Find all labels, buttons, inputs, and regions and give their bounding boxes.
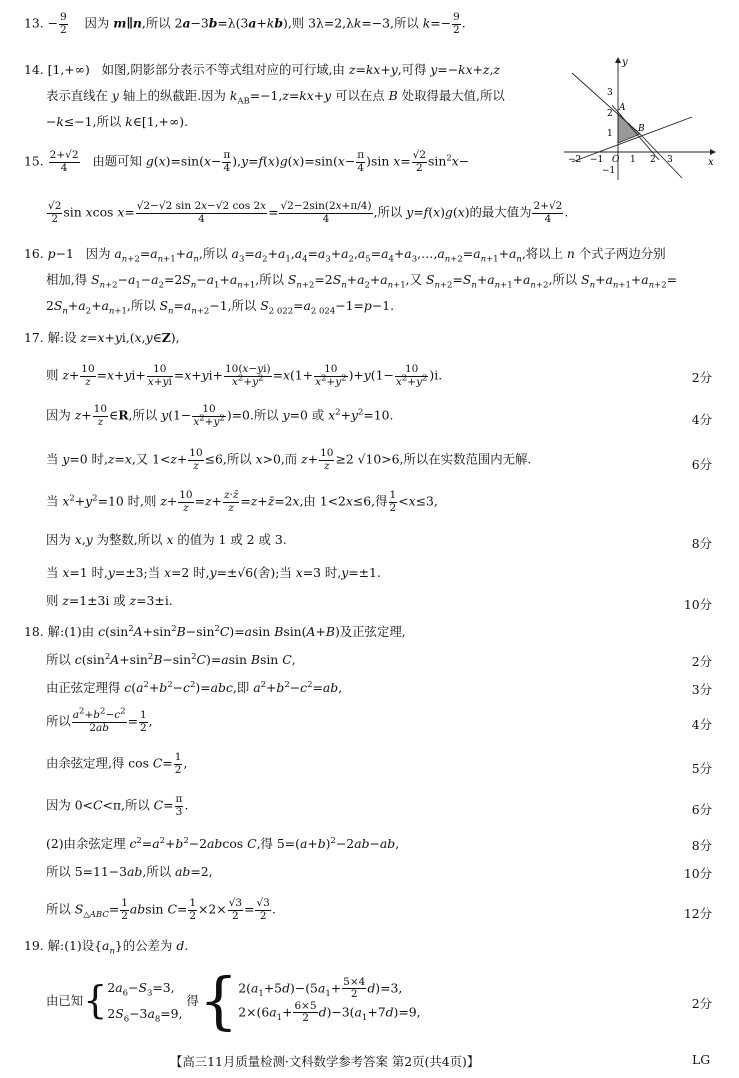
score: 10分 (683, 866, 712, 881)
label-origin: O (612, 155, 620, 165)
score: 10分 (683, 597, 712, 612)
tick-x3: 3 (667, 155, 673, 165)
problem-18-header: 18. 解:(1)由 $c(\sin^2A+\sin^2B-\sin^2C)=asin$ Bsin(A+B)及正弦定理, (24, 623, 406, 639)
score: 2分 (691, 996, 712, 1011)
problem-17-line-e: 因为 x,y 为整数,所以 x 的值为 1 或 2 或 3. (46, 532, 287, 547)
problem-16-line1: 16. p−1 因为 $a_{n+2}=a_{n+1}+a_n$,所以 $a_3=a_2+a_1,a_4=a_3+a_2,a_5=a_4+a_3,\dots,a_{n+2}=a_{n+1}+a_n$,将以上 n 个式子两边分别 (24, 246, 666, 265)
problem-19-system: 由已知{$2a_6-S_3=3$, $2S_6-3a_8=9$, 得{$2(a_1+5d)-(5a_1+$ $\frac{5\times 4}{2}$ d)=3, $2\times(6a_1+$ $\frac{6\times 5}{2}$ $d)-3(a_1+7d)=9$, (46, 964, 421, 1037)
tick-y1: 1 (607, 129, 613, 139)
problem-18-line-a: 所以 $c(\sin^2A+\sin^2B-\sin^2C)=asin$ Bsin C, (46, 651, 296, 667)
tick-y2: 2 (607, 109, 613, 119)
problem-17-line-b: 因为 z+ $\frac{10}{z}$ ∈R,所以 y(1− $\frac{10}{x^2+y^2}$ )=0.所以 y=0 或 $x^2+y^2=10$. (46, 403, 394, 428)
score: 5分 (691, 761, 712, 776)
x-arrow (710, 149, 716, 155)
problem-18-line-b: 由正弦定理得 $c(a^2+b^2-c^2)=abc$,即 $a^2+b^2-c^2=ab$, (46, 679, 343, 695)
problem-18-line-f: (2)由余弦定理 $c^2=a^2+b^2-2abcos$ C,得 $5=(a+b)^2-2ab-ab$, (46, 835, 400, 851)
score: 2分 (691, 370, 712, 385)
problem-17-line-d: 当 $x^2+y^2=10$ 时,则 z+ $\frac{10}{z}$ =z+ $\frac{z\cdot z̄}{z}$ =z+z̄=2x,由 1<2x≤6,得 $\frac{1}{2}$ <x≤3, (46, 489, 438, 514)
line-neg (640, 134, 682, 178)
problem-14-line1: 14. [1,+∞) 如图,阴影部分表示不等式组对应的可行域,由 z=kx+y,可得 y=−kx+z,z (24, 62, 501, 77)
score: 12分 (683, 906, 712, 921)
tick-xm1: −1 (590, 155, 604, 165)
tick-y3: 3 (607, 88, 613, 98)
tick-ym1: −1 (602, 166, 616, 176)
y-arrow (615, 57, 621, 63)
problem-17-header: 17. 解:设 z=x+yi,(x,y∈Z), (24, 330, 180, 345)
footer-title: 【高三11月质量检测·文科数学参考答案 第2页(共4页)】 (170, 1054, 480, 1069)
score: 8分 (691, 838, 712, 853)
problem-17-line-f: 当 x=1 时,y=±3;当 x=2 时,y=±√6(舍);当 x=3 时,y=±1. (46, 565, 381, 580)
score: 4分 (691, 412, 712, 427)
label-x: x (708, 157, 714, 168)
tick-x1: 1 (630, 155, 636, 165)
problem-18-line-c: 所以 $\frac{a^2+b^2-c^2}{2ab}$ = $\frac{1}{2}$ , (46, 706, 153, 734)
problem-15-line1: 15. $\frac{2+√2}{4}$ 由题可知 g(x)=sin(x− $\frac{\pi}{4}$ ),y=f(x)g(x)=sin(x− $\frac{\pi}{4}$ )sin x= $\frac{√2}{2}$ $\sin^2x-$ (24, 149, 470, 174)
score: 6分 (691, 457, 712, 472)
line-steep (572, 73, 640, 134)
tick-xm2: −2 (568, 155, 582, 165)
problem-13: 13. − $\frac{9}{2}$ 因为 m∥n,所以 2a−3b=λ(3a+kb),则 3λ=2,λk=−3,所以 k=− $\frac{9}{2}$ . (24, 11, 466, 36)
problem-14-line3: −k≤−1,所以 k∈[1,+∞). (46, 114, 189, 129)
score: 2分 (691, 654, 712, 669)
problem-14-line2: 表示直线在 y 轴上的纵截距.因为 $k_{AB}=-1,z=kx+y$ 可以在点 B 处取得最大值,所以 (46, 88, 505, 107)
footer-code: LG (692, 1052, 711, 1067)
problem-16-line3: $2S_n+a_2+a_{n+1}$,所以 $S_n=a_{n+2}-1$,所以 $S_{2 022}=a_{2 024}-1=p-1$. (46, 298, 395, 317)
label-b: B (638, 124, 645, 134)
problem-18-line-e: 因为 0<C<π,所以 C= $\frac{\pi}{3}$ . (46, 793, 189, 818)
problem-19-header: 19. 解:(1)设$\{a_n\}$的公差为 d. (24, 938, 189, 957)
problem-17-line-a: 则 z+ $\frac{10}{z}$ =x+yi+ $\frac{10}{x+yi}$ =x+yi+ $\frac{10(x-yi)}{x^2+y^2}$ =x(1+ $\frac{10}{x^2+y^2}$ )+y(1− $\frac{10}{x^2+y^2}$ )i. (46, 363, 443, 388)
problem-15-line2: $\frac{√2}{2}$ sin xcos x= $\frac{√2-√2 \sin 2x-√2 \cos 2x}{4}$ = $\frac{√2-2\sin(2x+\pi/4)}{4}$ ,所以 y=f(x)g(x)的最大值为 $\frac{2+√2}{4}$ . (48, 200, 569, 225)
problem-18-line-d: 由余弦定理,得 cos C= $\frac{1}{2}$ , (46, 751, 188, 776)
label-a: A (619, 103, 626, 113)
score: 8分 (691, 536, 712, 551)
score: 6分 (691, 802, 712, 817)
problem-17-line-g: 则 z=1±3i 或 z=3±i. (46, 593, 173, 608)
tick-x2: 2 (650, 155, 656, 165)
score: 4分 (691, 717, 712, 732)
problem-18-line-h: 所以 $S_{\triangle ABC}=$ $\frac{1}{2}$ absin C= $\frac{1}{2}$ ×2× $\frac{√3}{2}$ = $\frac{√3}{2}$ . (46, 897, 276, 922)
score: 3分 (691, 682, 712, 697)
label-y: y (622, 57, 628, 68)
problem-16-line2: 相加,得 $S_{n+2}-a_1-a_2=2S_n-a_1+a_{n+1}$,所以 $S_{n+2}=2S_n+a_2+a_{n+1}$,又 $S_{n+2}=S_n+a_{n+1}+a_{n+2}$,所以 $S_n+a_{n+1}+a_{n+2}=$ (46, 272, 678, 291)
problem-18-line-g: 所以 5=11−3ab,所以 ab=2, (46, 864, 213, 879)
feasible-region-graph (562, 55, 722, 185)
problem-17-line-c: 当 y=0 时,z=x,又 1<z+ $\frac{10}{z}$ ≤6,所以 x>0,而 z+ $\frac{10}{z}$ ≥2 √10>6,所以在实数范围内无解. (46, 447, 532, 472)
shaded-region (618, 114, 640, 143)
